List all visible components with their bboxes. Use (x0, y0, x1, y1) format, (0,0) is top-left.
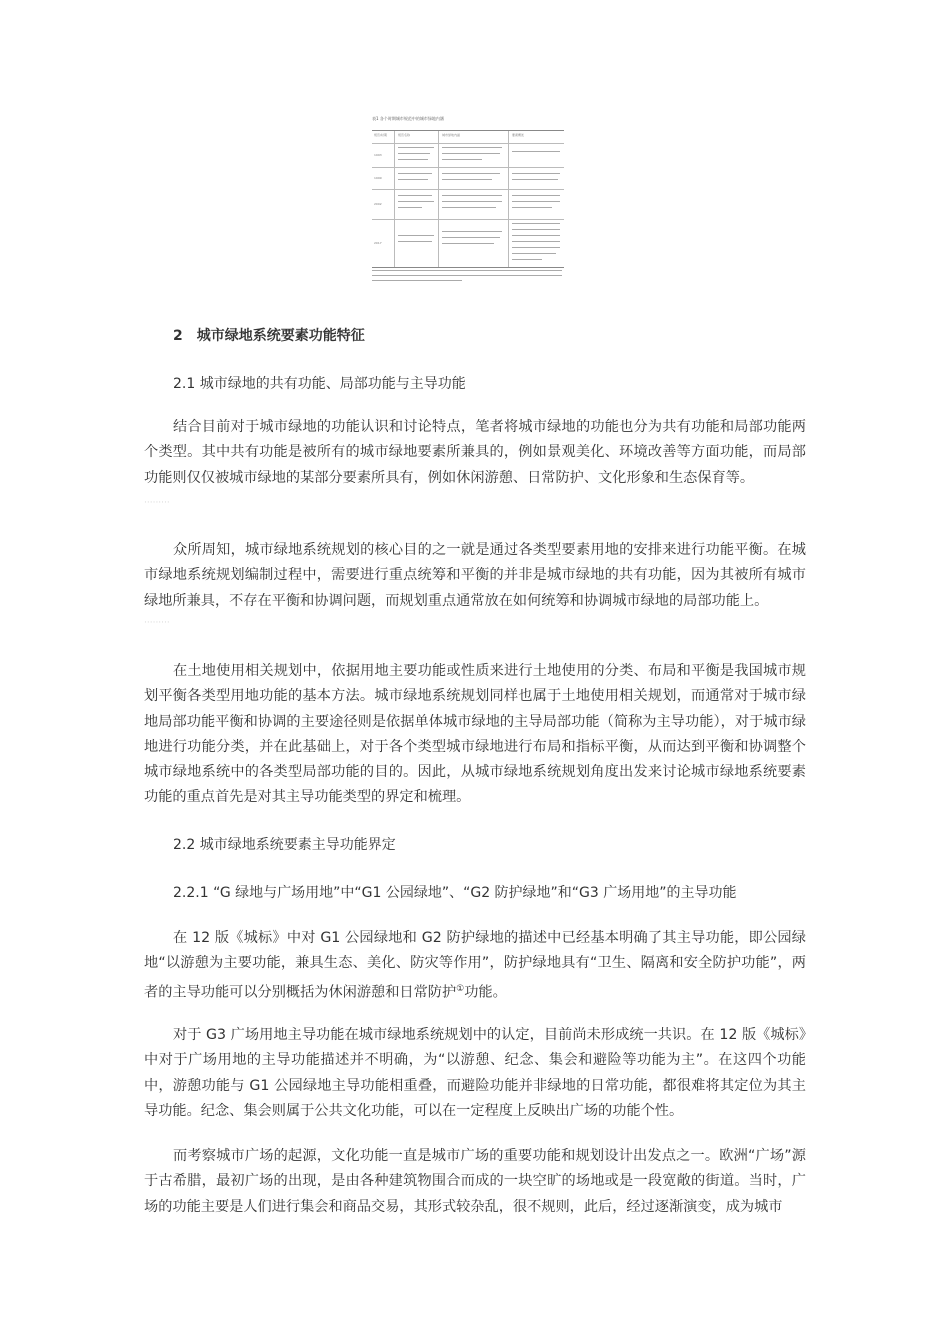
figure-text-line (512, 179, 558, 180)
figure-text-line (442, 153, 500, 154)
section-heading: 2 城市绿地系统要素功能特征 (173, 328, 365, 344)
figure-table (372, 130, 564, 268)
figure-text-line (512, 229, 560, 230)
subsection-heading: 2.2.1 “G 绿地与广场用地”中“G1 公园绿地”、“G2 防护绿地”和“G3 广场用地”的主导功能 (173, 885, 737, 901)
figure-text-line (512, 195, 560, 196)
figure-text-line (512, 253, 556, 254)
figure-col-header: 规范/时期 (374, 133, 388, 137)
figure-year: 1999 (374, 176, 382, 180)
figure-text-line (398, 159, 428, 160)
figure-text-line (512, 201, 560, 202)
paragraph: 在土地使用相关规划中，依据用地主要功能或性质来进行土地使用的分类、布局和平衡是我国城市规划平衡各类型用地功能的基本方法。城市绿地系统规划同样也属于土地使用相关规划，而通常对于城市绿地局部功能平衡和协调的主要途径则是依据单体城市绿地的主导局部功能（简称为主导功能），对于城市绿地进行功能分类，并在此基础上，对于各个类型城市绿地进行布局和指标平衡，从而达到平衡和协调整个城市绿地系统中的各类型局部功能的目的。因此，从城市绿地系统规划角度出发来讨论城市绿地系统要素功能的重点首先是对其主导功能类型的界定和梳理。 (144, 663, 806, 806)
paragraph: 对于 G3 广场用地主导功能在城市绿地系统规划中的认定，目前尚未形成统一共识。在 12 版《城标》中对于广场用地的主导功能描述并不明确，为“以游憩、纪念、集会和避险等功能为主”。在这四个功能中，游憩功能与 G1 公园绿地主导功能相重叠，而避险功能并非绿地的日常功能，都很难将其定位为其主导功能。纪念、集会则属于公共文化功能，可以在一定程度上反映出广场的功能个性。 (144, 1027, 806, 1119)
table-figure (372, 116, 564, 288)
subsection-heading: 2.2 城市绿地系统要素主导功能界定 (173, 837, 396, 853)
footnote-marker: ① (456, 983, 465, 994)
figure-text-line (398, 207, 422, 208)
figure-text-line (442, 237, 500, 238)
figure-text-line (398, 173, 432, 174)
watermark: ········· (144, 618, 170, 628)
figure-col-header: 规范名称 (398, 133, 411, 137)
figure-text-line (512, 223, 560, 224)
figure-row (372, 189, 564, 220)
figure-text-line (442, 179, 492, 180)
figure-text-line (442, 173, 500, 174)
figure-year: 1993 (374, 153, 382, 157)
figure-note (372, 268, 564, 286)
figure-text-line (442, 147, 502, 148)
figure-text-line (512, 235, 560, 236)
paragraph (144, 926, 806, 1006)
paragraph-text: 功能。 (464, 984, 507, 1001)
figure-text-line (512, 151, 560, 152)
figure-text-line (398, 179, 428, 180)
paragraph: 众所周知，城市绿地系统规划的核心目的之一就是通过各类型要素用地的安排来进行功能平衡。在城市绿地系统规划编制过程中，需要进行重点统筹和平衡的并非是城市绿地的共有功能，因为其被所有城市绿地所兼具，不存在平衡和协调问题，而规划重点通常放在如何统筹和协调城市绿地的局部功能上。 (144, 542, 806, 609)
figure-text-line (398, 147, 434, 148)
figure-text-line (372, 280, 462, 281)
subsection-heading: 2.1 城市绿地的共有功能、局部功能与主导功能 (173, 376, 466, 392)
figure-text-line (512, 241, 560, 242)
figure-text-line (512, 207, 552, 208)
paragraph: 而考察城市广场的起源，文化功能一直是城市广场的重要功能和规划设计出发点之一。欧洲“广场”源于古希腊，最初广场的出现，是由各种建筑物围合而成的一块空旷的场地或是一段宽敞的街道。当时，广场的功能主要是人们进行集会和商品交易，其形式较杂乱，很不规则，此后，经过逐渐演变，成为城市 (144, 1148, 806, 1215)
figure-text-line (398, 241, 432, 242)
figure-year: 2017 (374, 241, 382, 245)
figure-col-header: 要素概述 (512, 133, 525, 137)
figure-col-header: 城市绿地内涵 (442, 133, 461, 137)
figure-text-line (398, 235, 434, 236)
figure-text-line (442, 159, 482, 160)
figure-year: 2002 (374, 202, 382, 206)
figure-text-line (398, 201, 434, 202)
figure-text-line (512, 173, 560, 174)
figure-text-line (512, 259, 542, 260)
figure-text-line (398, 195, 432, 196)
figure-text-line (442, 207, 496, 208)
figure-text-line (442, 201, 502, 202)
figure-text-line (398, 153, 430, 154)
figure-caption: 表1 各个时期城市规范中的城市绿地内涵 (372, 116, 444, 121)
figure-text-line (442, 243, 494, 244)
figure-text-line (372, 275, 562, 276)
figure-divider (438, 131, 439, 267)
figure-divider (394, 131, 395, 267)
paragraph: 结合目前对于城市绿地的功能认识和讨论特点，笔者将城市绿地的功能也分为共有功能和局部功能两个类型。其中共有功能是被所有的城市绿地要素所兼具的，例如景观美化、环境改善等方面功能，而局部功能则仅仅被城市绿地的某部分要素所具有，例如休闲游憩、日常防护、文化形象和生态保育等。 (144, 419, 806, 486)
figure-text-line (372, 270, 562, 271)
figure-text-line (512, 247, 560, 248)
figure-divider (508, 131, 509, 267)
watermark: ········· (144, 498, 170, 508)
paragraph-text: 在 12 版《城标》中对 G1 公园绿地和 G2 防护绿地的描述中已经基本明确了其主导功能，即公园绿地“以游憩为主要功能，兼具生态、美化、防灾等作用”，防护绿地具有“卫生、隔离和安全防护功能”，两者的主导功能可以分别概括为休闲游憩和日常防护 (144, 930, 806, 1001)
figure-text-line (442, 195, 502, 196)
figure-text-line (442, 231, 502, 232)
